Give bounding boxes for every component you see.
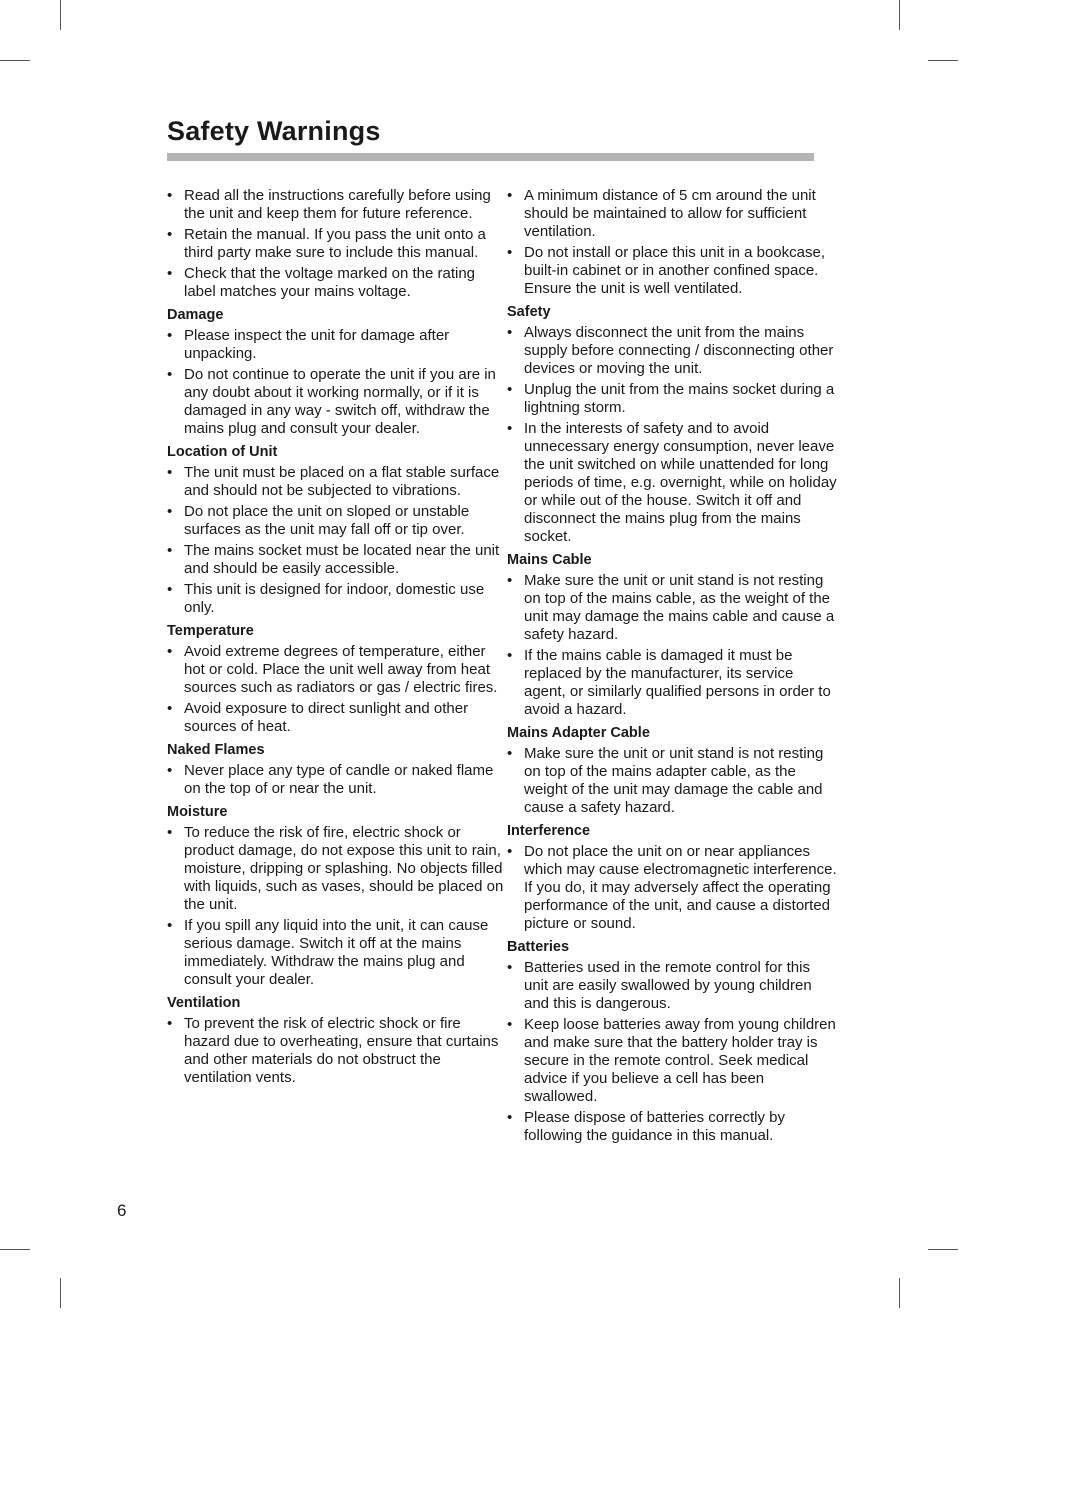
bullet-icon: • bbox=[507, 745, 513, 762]
page-number: 6 bbox=[117, 1201, 127, 1220]
list-item bbox=[507, 420, 837, 546]
section bbox=[507, 549, 837, 719]
bullet-icon: • bbox=[507, 843, 513, 860]
crop-mark bbox=[60, 0, 61, 30]
list-item bbox=[507, 647, 837, 719]
section-heading: Temperature bbox=[167, 623, 254, 639]
crop-mark bbox=[928, 60, 958, 61]
section bbox=[167, 441, 507, 617]
section-heading: Naked Flames bbox=[167, 742, 265, 758]
list-item bbox=[167, 226, 507, 262]
bullet-icon: • bbox=[167, 643, 173, 660]
list-item bbox=[167, 187, 507, 223]
bullet-icon: • bbox=[167, 581, 173, 598]
list-item-text: Never place any type of candle or naked flame on the top of or near the unit. bbox=[184, 762, 494, 797]
list-item bbox=[167, 581, 507, 617]
bullet-icon: • bbox=[167, 265, 173, 282]
list-item-text: This unit is designed for indoor, domestic use only. bbox=[184, 581, 485, 616]
list-item-text: Do not place the unit on or near appliances which may cause electromagnetic interference. If you do, it may adversely affect the operating performance of the unit, and cause a distorted picture or sound. bbox=[524, 843, 837, 932]
bullet-list bbox=[507, 324, 837, 546]
bullet-icon: • bbox=[167, 226, 173, 243]
list-item-text: Do not place the unit on sloped or unstable surfaces as the unit may fall off or tip over. bbox=[184, 503, 470, 538]
list-item-text: Check that the voltage marked on the rating label matches your mains voltage. bbox=[184, 265, 476, 300]
list-item-text: To reduce the risk of fire, electric shock or product damage, do not expose this unit to rain, moisture, dripping or splashing. No objects filled with liquids, such as vases, should be placed on the unit. bbox=[184, 824, 504, 913]
list-item-text: The unit must be placed on a flat stable surface and should not be subjected to vibrations. bbox=[184, 464, 500, 499]
left-column bbox=[167, 187, 507, 1090]
section bbox=[507, 820, 837, 933]
bullet-icon: • bbox=[507, 572, 513, 589]
bullet-list bbox=[507, 187, 837, 298]
section bbox=[167, 992, 507, 1087]
list-item bbox=[507, 745, 837, 817]
page-title: Safety Warnings bbox=[167, 116, 381, 146]
bullet-icon: • bbox=[507, 244, 513, 261]
list-item bbox=[507, 1016, 837, 1106]
section-heading: Moisture bbox=[167, 804, 228, 820]
list-item-text: Do not install or place this unit in a bookcase, built-in cabinet or in another confined space. Ensure the unit is well ventilated. bbox=[524, 244, 826, 297]
list-item bbox=[507, 843, 837, 933]
list-item bbox=[167, 917, 507, 989]
list-item bbox=[507, 959, 837, 1013]
list-item bbox=[507, 381, 837, 417]
list-item-text: In the interests of safety and to avoid unnecessary energy consumption, never leave the unit switched on while unattended for long periods of time, e.g. overnight, while on holiday or while out of the house. Switch it off and disconnect the mains plug from the mains socket. bbox=[524, 420, 837, 545]
list-item-text: Read all the instructions carefully before using the unit and keep them for future reference. bbox=[184, 187, 491, 222]
section-heading: Mains Cable bbox=[507, 552, 592, 568]
bullet-list bbox=[167, 1015, 507, 1087]
bullet-list bbox=[507, 745, 837, 817]
list-item bbox=[167, 327, 507, 363]
bullet-icon: • bbox=[167, 327, 173, 344]
bullet-icon: • bbox=[167, 464, 173, 481]
crop-mark bbox=[0, 1249, 30, 1250]
bullet-icon: • bbox=[507, 324, 513, 341]
list-item-text: The mains socket must be located near the unit and should be easily accessible. bbox=[184, 542, 500, 577]
section-heading: Damage bbox=[167, 307, 224, 323]
list-item bbox=[507, 324, 837, 378]
crop-mark bbox=[899, 0, 900, 30]
bullet-list bbox=[167, 643, 507, 736]
section bbox=[507, 187, 837, 298]
section-heading: Interference bbox=[507, 823, 591, 839]
list-item bbox=[507, 1109, 837, 1145]
bullet-icon: • bbox=[167, 503, 173, 520]
bullet-icon: • bbox=[167, 824, 173, 841]
list-item-text: Avoid exposure to direct sunlight and other sources of heat. bbox=[184, 700, 469, 735]
list-item-text: Always disconnect the unit from the mains supply before connecting / disconnecting other devices or moving the unit. bbox=[524, 324, 834, 377]
bullet-icon: • bbox=[507, 187, 513, 204]
list-item bbox=[167, 265, 507, 301]
bullet-icon: • bbox=[507, 420, 513, 437]
list-item-text: If the mains cable is damaged it must be replaced by the manufacturer, its service agent, or similarly qualified persons in order to avoid a hazard. bbox=[524, 647, 831, 718]
list-item-text: Please dispose of batteries correctly by following the guidance in this manual. bbox=[524, 1109, 785, 1144]
bullet-list bbox=[507, 572, 837, 719]
bullet-icon: • bbox=[167, 366, 173, 383]
list-item-text: A minimum distance of 5 cm around the unit should be maintained to allow for sufficient ventilation. bbox=[524, 187, 816, 240]
bullet-icon: • bbox=[167, 187, 173, 204]
bullet-icon: • bbox=[167, 700, 173, 717]
section-heading: Safety bbox=[507, 304, 551, 320]
list-item bbox=[167, 503, 507, 539]
list-item bbox=[167, 464, 507, 500]
section bbox=[167, 620, 507, 736]
list-item bbox=[167, 1015, 507, 1087]
bullet-list bbox=[507, 959, 837, 1145]
bullet-icon: • bbox=[167, 917, 173, 934]
bullet-icon: • bbox=[507, 647, 513, 664]
section bbox=[507, 936, 837, 1145]
list-item-text: If you spill any liquid into the unit, it can cause serious damage. Switch it off at the mains immediately. Withdraw the mains plug and consult your dealer. bbox=[184, 917, 489, 988]
crop-mark bbox=[60, 1278, 61, 1308]
section-heading: Mains Adapter Cable bbox=[507, 725, 650, 741]
section-heading: Ventilation bbox=[167, 995, 241, 1011]
section bbox=[167, 187, 507, 301]
bullet-list bbox=[167, 762, 507, 798]
list-item bbox=[167, 643, 507, 697]
bullet-list bbox=[167, 824, 507, 989]
bullet-icon: • bbox=[507, 959, 513, 976]
bullet-list bbox=[507, 843, 837, 933]
list-item-text: Avoid extreme degrees of temperature, either hot or cold. Place the unit well away from heat sources such as radiators or gas / electric fires. bbox=[184, 643, 498, 696]
bullet-icon: • bbox=[507, 1109, 513, 1126]
list-item bbox=[167, 542, 507, 578]
bullet-list bbox=[167, 327, 507, 438]
section-heading: Location of Unit bbox=[167, 444, 278, 460]
list-item bbox=[167, 366, 507, 438]
crop-mark bbox=[899, 1278, 900, 1308]
bullet-icon: • bbox=[167, 542, 173, 559]
list-item-text: Keep loose batteries away from young children and make sure that the battery holder tray is secure in the remote control. Seek medical advice if you believe a cell has been swallowed. bbox=[524, 1016, 836, 1105]
list-item-text: Batteries used in the remote control for this unit are easily swallowed by young children and this is dangerous. bbox=[524, 959, 812, 1012]
list-item-text: To prevent the risk of electric shock or fire hazard due to overheating, ensure that curtains and other materials do not obstruct the ventilation vents. bbox=[184, 1015, 499, 1086]
bullet-icon: • bbox=[167, 1015, 173, 1032]
list-item bbox=[167, 700, 507, 736]
section bbox=[507, 722, 837, 817]
list-item-text: Unplug the unit from the mains socket during a lightning storm. bbox=[524, 381, 835, 416]
title-rule bbox=[167, 153, 814, 161]
list-item-text: Retain the manual. If you pass the unit onto a third party make sure to include this manual. bbox=[184, 226, 486, 261]
list-item bbox=[507, 572, 837, 644]
list-item bbox=[507, 244, 837, 298]
bullet-icon: • bbox=[167, 762, 173, 779]
right-column bbox=[507, 187, 837, 1148]
list-item-text: Do not continue to operate the unit if you are in any doubt about it working normally, or if it is damaged in any way - switch off, withdraw the mains plug and consult your dealer. bbox=[184, 366, 496, 437]
list-item bbox=[167, 824, 507, 914]
section bbox=[507, 301, 837, 546]
list-item-text: Make sure the unit or unit stand is not resting on top of the mains adapter cable, as the weight of the unit may damage the cable and cause a safety hazard. bbox=[524, 745, 824, 816]
crop-mark bbox=[928, 1249, 958, 1250]
bullet-icon: • bbox=[507, 1016, 513, 1033]
section bbox=[167, 739, 507, 798]
bullet-list bbox=[167, 464, 507, 617]
list-item bbox=[167, 762, 507, 798]
list-item-text: Please inspect the unit for damage after unpacking. bbox=[184, 327, 450, 362]
list-item-text: Make sure the unit or unit stand is not resting on top of the mains cable, as the weight of the unit may damage the mains cable and cause a safety hazard. bbox=[524, 572, 835, 643]
crop-mark bbox=[0, 60, 30, 61]
bullet-icon: • bbox=[507, 381, 513, 398]
section bbox=[167, 304, 507, 438]
section-heading: Batteries bbox=[507, 939, 570, 955]
list-item bbox=[507, 187, 837, 241]
bullet-list bbox=[167, 187, 507, 301]
section bbox=[167, 801, 507, 989]
